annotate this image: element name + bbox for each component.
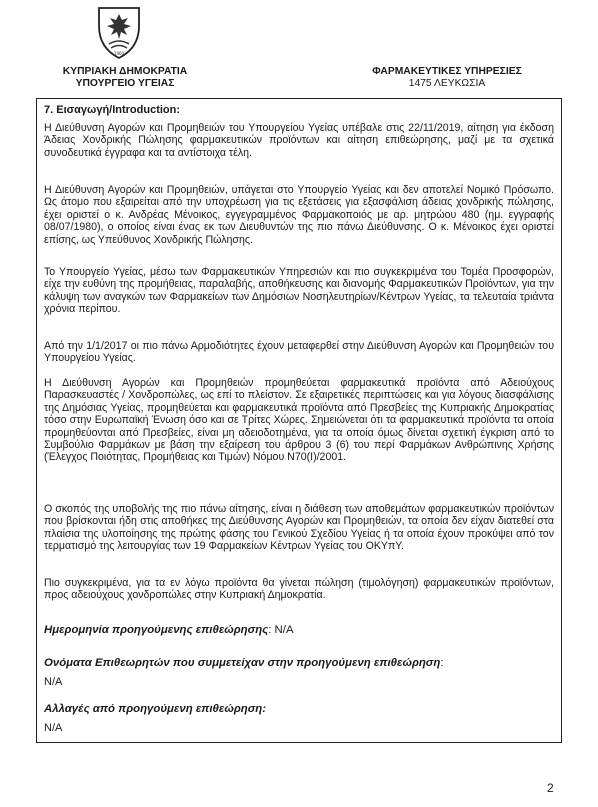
ministry-name: ΥΠΟΥΡΓΕΙΟ ΥΓΕΙΑΣ	[75, 78, 175, 89]
services-name: ΦΑΡΜΑΚΕΥΤΙΚΕΣ ΥΠΗΡΕΣΙΕΣ	[372, 66, 522, 77]
inspectors-value: N/A	[44, 676, 63, 688]
header-left	[60, 66, 190, 90]
paragraph-1: Η Διεύθυνση Αγορών και Προμηθειών του Υπουργείου Υγείας υπέβαλε στις 22/11/2019, αίτηση για έκδοση Άδειας Χονδρικής Πώλησης φαρμακευτικών προϊόντων και αίτηση επιθεώρησης, μαζί με τα σχετικά συνοδευτικά έγγραφα και τα αντίστοιχα τέλη.	[44, 122, 554, 159]
paragraph-2: Η Διεύθυνση Αγορών και Προμηθειών, υπάγεται στο Υπουργείο Υγείας και δεν αποτελεί Νομικό Πρόσωπο. Ως άτομο που εξαιρείται από την υποχρέωση για τις εξετάσεις για εξασφάλιση άδειας χονδρικής πώλησης, έχει οριστεί ο κ. Ανδρέας Μένοικος, εγγεγραμμένος Φαρμακοποιός με αρ. μητρώου 480 (ημ. εγγραφής 08/07/1980), ο οποίος είναι ένας εκ των Διευθυντών της πιο πάνω Διεύθυνσης. Ο κ. Μένοικος έχει οριστεί επίσης, ως Υπεύθυνος Χονδρικής Πώλησης.	[44, 184, 554, 246]
prev-inspection-date	[44, 624, 294, 636]
prev-inspection-date-value: : N/A	[268, 624, 294, 636]
section-title: 7. Εισαγωγή/Introduction:	[44, 104, 181, 116]
changes-value: N/A	[44, 722, 63, 734]
paragraph-3: Το Υπουργείο Υγείας, μέσω των Φαρμακευτικών Υπηρεσιών και πιο συγκεκριμένα του Τομέα Προσφορών, είχε την ευθύνη της προμήθειας, παραλαβής, αποθήκευσης και διανομής Φαρμακευτικών Προϊόντων, για την κάλυψη των αναγκών των Φαρμακείων των Δημόσιων Νοσηλευτηρίων/Κέντρων Υγείας, τα τελευταία τριάντα χρόνια περίπου.	[44, 266, 554, 316]
paragraph-6: Ο σκοπός της υποβολής της πιο πάνω αίτησης, είναι η διάθεση των αποθεμάτων φαρμακευτικών προϊόντων που βρίσκονται ήδη στις αποθήκες της Διεύθυνσης Αγορών και Προμηθειών, τα οποία δεν είχαν διατεθεί στα πλαίσια της υλοποίησης της πρώτης φάσης του Γενικού Σχεδίου Υγείας ή τα οποία έχουν προκύψει από τον τερματισμό της λειτουργίας των 19 Φαρμακείων Κέντρων Υγείας του ΟΚΥπΥ.	[44, 503, 554, 553]
paragraph-5: Η Διεύθυνση Αγορών και Προμηθειών προμηθεύεται φαρμακευτικά προϊόντα από Αδειούχους Παρασκευαστές / Χονδροπώλες, ως επί το πλείστον. Σε εξαιρετικές περιπτώσεις και για λόγους διασφάλισης της Δημόσιας Υγείας, προμηθεύεται και φαρμακευτικά προϊόντα από Πρεσβείες της Κυπριακής Δημοκρατίας τόσο στην Ευρωπαϊκή Ένωση όσο και σε Τρίτες Χώρες. Σημειώνεται ότι τα φαρμακευτικά προϊόντα τα οποία προμηθεύονται από Πρεσβείες, είναι μη αδειοδοτημένα, για τα οποία όμως δίνεται σχετική έγκριση από το Συμβούλιο Φαρμάκων με βάση την εξαίρεση του άρθρου 3 (6) του περί Φαρμάκων Ανθρώπινης Χρήσης (Έλεγχος Ποιότητας, Προμήθειας και Τιμών) Νόμου Ν70(Ι)/2001.	[44, 377, 554, 464]
svg-text:1960: 1960	[113, 51, 125, 56]
inspectors-colon: :	[440, 657, 444, 669]
prev-inspection-date-label: Ημερομηνία προηγούμενης επιθεώρησης	[44, 624, 269, 636]
inspectors-label: Ονόματα Επιθεωρητών που συμμετείχαν στην προηγούμενη επιθεώρηση	[44, 657, 441, 669]
paragraph-7: Πιο συγκεκριμένα, για τα εν λόγω προϊόντα θα γίνεται πώληση (τιμολόγηση) φαρμακευτικών προϊόντων, προς αδειούχους χονδροπώλες στην Κυπριακή Δημοκρατία.	[44, 577, 554, 602]
paragraph-4: Από την 1/1/2017 οι πιο πάνω Αρμοδιότητες έχουν μεταφερθεί στην Διεύθυνση Αγορών και Προμηθειών του Υπουργείου Υγείας.	[44, 340, 554, 365]
inspectors-question	[44, 657, 444, 669]
page-number: 2	[547, 781, 554, 795]
cyprus-coat-of-arms-icon	[91, 4, 147, 60]
changes-label: Αλλαγές από προηγούμενη επιθεώρηση:	[44, 703, 267, 715]
republic-name: ΚΥΠΡΙΑΚΗ ΔΗΜΟΚΡΑΤΙΑ	[62, 66, 188, 77]
address-line: 1475 ΛΕΥΚΩΣΙΑ	[408, 78, 486, 89]
header-right	[352, 66, 542, 90]
